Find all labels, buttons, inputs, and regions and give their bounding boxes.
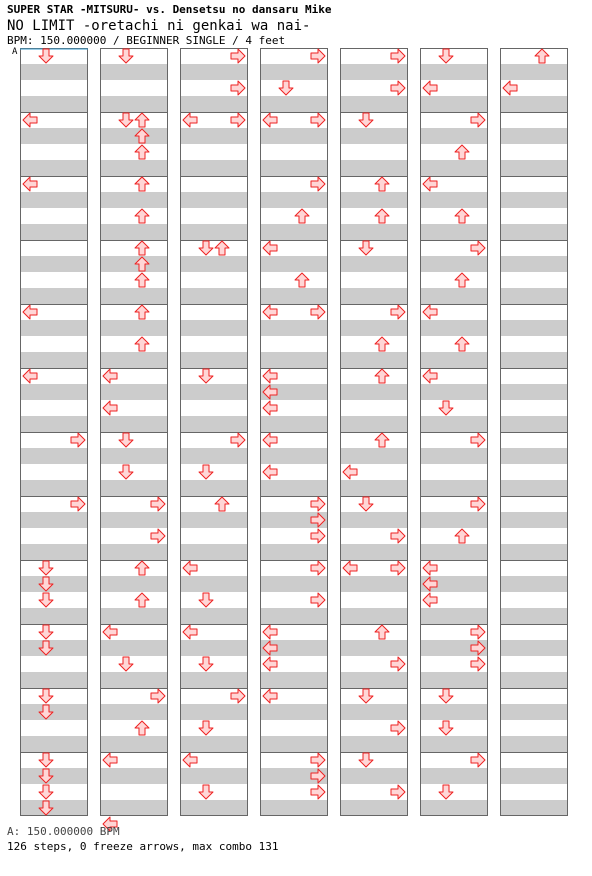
down-arrow — [39, 785, 53, 799]
up-arrow — [375, 369, 389, 383]
up-arrow — [135, 305, 149, 319]
right-arrow — [151, 529, 165, 543]
beat-stripe — [420, 192, 488, 208]
chart-column — [340, 49, 408, 817]
beat-stripe — [100, 480, 168, 496]
up-arrow — [215, 241, 229, 255]
beat-stripe — [100, 256, 168, 272]
beat-stripe — [20, 576, 88, 592]
down-arrow — [439, 401, 453, 415]
up-arrow — [135, 113, 149, 127]
beat-stripe — [340, 576, 408, 592]
down-arrow — [199, 721, 213, 735]
left-arrow — [423, 177, 437, 191]
up-arrow — [455, 145, 469, 159]
down-arrow — [359, 689, 373, 703]
beat-stripe — [100, 288, 168, 304]
beat-stripe — [500, 512, 568, 528]
right-arrow — [231, 81, 245, 95]
left-arrow — [263, 657, 277, 671]
up-arrow — [135, 145, 149, 159]
beat-stripe — [420, 544, 488, 560]
beat-stripe — [100, 544, 168, 560]
beat-stripe — [340, 128, 408, 144]
left-arrow — [263, 241, 277, 255]
right-arrow — [71, 433, 85, 447]
beat-stripe — [180, 480, 248, 496]
beat-stripe — [340, 448, 408, 464]
beat-stripe — [340, 704, 408, 720]
beat-stripe — [420, 416, 488, 432]
right-arrow — [471, 113, 485, 127]
beat-stripe — [260, 800, 328, 816]
beat-stripe — [340, 352, 408, 368]
beat-stripe — [100, 128, 168, 144]
left-arrow — [263, 369, 277, 383]
beat-stripe — [500, 256, 568, 272]
beat-stripe — [500, 640, 568, 656]
chart-info: BPM: 150.000000 / BEGINNER SINGLE / 4 feet — [7, 34, 286, 47]
right-arrow — [311, 497, 325, 511]
beat-stripe — [20, 608, 88, 624]
beat-stripe — [260, 64, 328, 80]
right-arrow — [311, 305, 325, 319]
beat-stripe — [340, 640, 408, 656]
left-arrow — [263, 433, 277, 447]
beat-stripe — [420, 224, 488, 240]
beat-stripe — [20, 640, 88, 656]
right-arrow — [391, 561, 405, 575]
right-arrow — [391, 305, 405, 319]
beat-stripe — [260, 608, 328, 624]
beat-stripe — [500, 128, 568, 144]
beat-stripe — [100, 736, 168, 752]
beat-stripe — [420, 736, 488, 752]
beat-stripe — [500, 352, 568, 368]
beat-stripe — [20, 512, 88, 528]
beat-stripe — [20, 224, 88, 240]
beat-stripe — [420, 256, 488, 272]
right-arrow — [471, 497, 485, 511]
beat-stripe — [20, 128, 88, 144]
beat-stripe — [100, 352, 168, 368]
beat-stripe — [340, 64, 408, 80]
left-arrow — [183, 561, 197, 575]
left-arrow — [183, 113, 197, 127]
right-arrow — [151, 689, 165, 703]
up-arrow — [135, 273, 149, 287]
down-arrow — [119, 433, 133, 447]
beat-stripe — [260, 416, 328, 432]
down-arrow — [439, 785, 453, 799]
down-arrow — [119, 657, 133, 671]
beat-stripe — [340, 224, 408, 240]
beat-stripe — [180, 800, 248, 816]
beat-stripe — [20, 448, 88, 464]
down-arrow — [199, 465, 213, 479]
up-arrow — [135, 177, 149, 191]
down-arrow — [439, 49, 453, 63]
beat-stripe — [500, 480, 568, 496]
beat-stripe — [340, 96, 408, 112]
beat-stripe — [260, 128, 328, 144]
right-arrow — [391, 81, 405, 95]
beat-stripe — [500, 192, 568, 208]
beat-stripe — [180, 672, 248, 688]
beat-stripe — [500, 800, 568, 816]
beat-stripe — [100, 384, 168, 400]
down-arrow — [199, 369, 213, 383]
beat-stripe — [500, 64, 568, 80]
beat-stripe — [100, 672, 168, 688]
right-arrow — [391, 49, 405, 63]
beat-stripe — [180, 512, 248, 528]
beat-stripe — [180, 128, 248, 144]
beat-stripe — [100, 64, 168, 80]
down-arrow — [199, 657, 213, 671]
right-arrow — [391, 657, 405, 671]
beat-stripe — [420, 384, 488, 400]
right-arrow — [311, 593, 325, 607]
right-arrow — [311, 49, 325, 63]
beat-stripe — [420, 800, 488, 816]
up-arrow — [455, 209, 469, 223]
beat-stripe — [340, 512, 408, 528]
down-arrow — [359, 753, 373, 767]
beat-stripe — [20, 64, 88, 80]
beat-stripe — [20, 352, 88, 368]
song-subtitle: NO LIMIT -oretachi ni genkai wa nai- — [7, 18, 311, 34]
beat-stripe — [260, 544, 328, 560]
beat-stripe — [260, 480, 328, 496]
beat-stripe — [420, 64, 488, 80]
down-arrow — [439, 721, 453, 735]
left-arrow — [103, 625, 117, 639]
right-arrow — [231, 49, 245, 63]
beat-stripe — [180, 160, 248, 176]
beat-stripe — [340, 800, 408, 816]
up-arrow — [375, 433, 389, 447]
beat-stripe — [500, 96, 568, 112]
beat-stripe — [260, 576, 328, 592]
beat-stripe — [20, 256, 88, 272]
beat-stripe — [20, 736, 88, 752]
up-arrow — [295, 209, 309, 223]
beat-stripe — [20, 672, 88, 688]
left-arrow — [103, 753, 117, 767]
beat-stripe — [260, 320, 328, 336]
up-arrow — [375, 337, 389, 351]
beat-stripe — [420, 448, 488, 464]
beat-stripe — [340, 416, 408, 432]
up-arrow — [455, 337, 469, 351]
beat-stripe — [100, 800, 168, 816]
down-arrow — [39, 593, 53, 607]
down-arrow — [39, 689, 53, 703]
down-arrow — [39, 561, 53, 575]
beat-stripe — [180, 96, 248, 112]
down-arrow — [199, 241, 213, 255]
beat-stripe — [420, 512, 488, 528]
up-arrow — [135, 241, 149, 255]
right-arrow — [71, 497, 85, 511]
beat-stripe — [20, 160, 88, 176]
down-arrow — [119, 465, 133, 479]
down-arrow — [279, 81, 293, 95]
right-arrow — [471, 753, 485, 767]
beat-stripe — [420, 288, 488, 304]
beat-stripe — [260, 672, 328, 688]
up-arrow — [295, 273, 309, 287]
beat-stripe — [500, 448, 568, 464]
up-arrow — [375, 209, 389, 223]
left-arrow — [23, 177, 37, 191]
beat-stripe — [500, 608, 568, 624]
beat-stripe — [420, 608, 488, 624]
left-arrow — [263, 465, 277, 479]
beat-stripe — [260, 160, 328, 176]
down-arrow — [439, 689, 453, 703]
down-arrow — [119, 49, 133, 63]
beat-stripe — [100, 160, 168, 176]
left-arrow — [423, 593, 437, 607]
beat-stripe — [500, 704, 568, 720]
beat-stripe — [100, 448, 168, 464]
beat-stripe — [20, 480, 88, 496]
beat-stripe — [100, 320, 168, 336]
left-arrow — [23, 369, 37, 383]
beat-stripe — [420, 672, 488, 688]
right-arrow — [231, 433, 245, 447]
step-stats: 126 steps, 0 freeze arrows, max combo 131 — [7, 840, 279, 853]
beat-stripe — [20, 800, 88, 816]
chart-column — [20, 49, 88, 817]
beat-stripe — [20, 192, 88, 208]
down-arrow — [39, 753, 53, 767]
beat-stripe — [180, 224, 248, 240]
beat-stripe — [100, 416, 168, 432]
beat-stripe — [500, 736, 568, 752]
left-arrow — [423, 305, 437, 319]
beat-stripe — [180, 320, 248, 336]
beat-stripe — [180, 384, 248, 400]
left-arrow — [23, 305, 37, 319]
beat-stripe — [180, 448, 248, 464]
beat-stripe — [100, 576, 168, 592]
beat-stripe — [180, 640, 248, 656]
left-arrow — [183, 753, 197, 767]
beat-stripe — [260, 224, 328, 240]
beat-stripe — [420, 128, 488, 144]
right-arrow — [311, 113, 325, 127]
right-arrow — [391, 721, 405, 735]
down-arrow — [359, 497, 373, 511]
beat-stripe — [340, 672, 408, 688]
left-arrow — [263, 689, 277, 703]
right-arrow — [471, 433, 485, 447]
up-arrow — [135, 593, 149, 607]
left-arrow — [343, 465, 357, 479]
left-arrow — [23, 113, 37, 127]
beat-stripe — [340, 768, 408, 784]
beat-stripe — [180, 736, 248, 752]
right-arrow — [471, 657, 485, 671]
beat-stripe — [420, 160, 488, 176]
right-arrow — [311, 785, 325, 799]
right-arrow — [471, 241, 485, 255]
right-arrow — [311, 561, 325, 575]
beat-stripe — [500, 672, 568, 688]
beat-stripe — [340, 608, 408, 624]
down-arrow — [39, 625, 53, 639]
beat-stripe — [500, 288, 568, 304]
down-arrow — [39, 49, 53, 63]
right-arrow — [311, 753, 325, 767]
up-arrow — [135, 337, 149, 351]
beat-stripe — [20, 288, 88, 304]
beat-stripe — [500, 160, 568, 176]
left-arrow — [423, 561, 437, 575]
beat-stripe — [260, 736, 328, 752]
right-arrow — [231, 113, 245, 127]
beat-stripe — [340, 320, 408, 336]
up-arrow — [375, 625, 389, 639]
beat-stripe — [260, 288, 328, 304]
beat-stripe — [260, 256, 328, 272]
left-arrow — [183, 625, 197, 639]
beat-stripe — [180, 352, 248, 368]
up-arrow — [455, 529, 469, 543]
beat-stripe — [20, 768, 88, 784]
bpm-marker: A — [12, 47, 18, 57]
down-arrow — [359, 241, 373, 255]
right-arrow — [391, 785, 405, 799]
beat-stripe — [420, 96, 488, 112]
beat-stripe — [340, 544, 408, 560]
beat-stripe — [500, 544, 568, 560]
down-arrow — [199, 593, 213, 607]
beat-stripe — [340, 384, 408, 400]
beat-stripe — [420, 704, 488, 720]
beat-stripe — [420, 320, 488, 336]
up-arrow — [455, 273, 469, 287]
beat-stripe — [340, 480, 408, 496]
left-arrow — [263, 113, 277, 127]
down-arrow — [119, 113, 133, 127]
chart-column — [420, 49, 488, 817]
beat-stripe — [100, 704, 168, 720]
left-arrow — [423, 369, 437, 383]
beat-stripe — [100, 96, 168, 112]
right-arrow — [311, 177, 325, 191]
song-title: SUPER STAR -MITSURU- vs. Densetsu no dansaru Mike — [7, 3, 332, 16]
beat-stripe — [20, 416, 88, 432]
beat-stripe — [180, 768, 248, 784]
up-arrow — [135, 561, 149, 575]
up-arrow — [215, 497, 229, 511]
beat-stripe — [420, 352, 488, 368]
beat-stripe — [100, 512, 168, 528]
beat-stripe — [180, 192, 248, 208]
left-arrow — [503, 81, 517, 95]
beat-stripe — [20, 96, 88, 112]
beat-stripe — [500, 576, 568, 592]
beat-stripe — [260, 352, 328, 368]
left-arrow — [343, 561, 357, 575]
beat-stripe — [20, 384, 88, 400]
beat-stripe — [100, 192, 168, 208]
beat-stripe — [100, 768, 168, 784]
bpm-legend: A: 150.000000 BPM — [7, 825, 120, 838]
beat-stripe — [260, 704, 328, 720]
left-arrow — [423, 81, 437, 95]
beat-stripe — [180, 256, 248, 272]
beat-stripe — [500, 320, 568, 336]
beat-stripe — [20, 544, 88, 560]
right-arrow — [151, 497, 165, 511]
beat-stripe — [100, 608, 168, 624]
beat-stripe — [340, 256, 408, 272]
down-arrow — [199, 785, 213, 799]
beat-stripe — [100, 640, 168, 656]
beat-stripe — [260, 192, 328, 208]
chart-column — [500, 49, 568, 817]
beat-stripe — [180, 288, 248, 304]
beat-stripe — [340, 192, 408, 208]
beat-stripe — [180, 704, 248, 720]
left-arrow — [263, 625, 277, 639]
beat-stripe — [260, 96, 328, 112]
up-arrow — [535, 49, 549, 63]
beat-stripe — [500, 768, 568, 784]
beat-stripe — [100, 224, 168, 240]
beat-stripe — [260, 448, 328, 464]
up-arrow — [135, 209, 149, 223]
beat-stripe — [180, 544, 248, 560]
right-arrow — [391, 529, 405, 543]
beat-stripe — [180, 576, 248, 592]
beat-stripe — [500, 224, 568, 240]
right-arrow — [471, 625, 485, 639]
beat-stripe — [180, 64, 248, 80]
up-arrow — [375, 177, 389, 191]
beat-stripe — [180, 416, 248, 432]
beat-stripe — [500, 416, 568, 432]
beat-stripe — [20, 320, 88, 336]
beat-stripe — [340, 736, 408, 752]
left-arrow — [103, 369, 117, 383]
right-arrow — [311, 529, 325, 543]
left-arrow — [263, 305, 277, 319]
beat-stripe — [500, 384, 568, 400]
beat-stripe — [20, 704, 88, 720]
beat-stripe — [180, 608, 248, 624]
left-arrow — [263, 401, 277, 415]
down-arrow — [359, 113, 373, 127]
beat-stripe — [340, 288, 408, 304]
left-arrow — [103, 401, 117, 415]
up-arrow — [135, 721, 149, 735]
beat-stripe — [420, 480, 488, 496]
right-arrow — [231, 689, 245, 703]
beat-stripe — [420, 768, 488, 784]
beat-stripe — [340, 160, 408, 176]
